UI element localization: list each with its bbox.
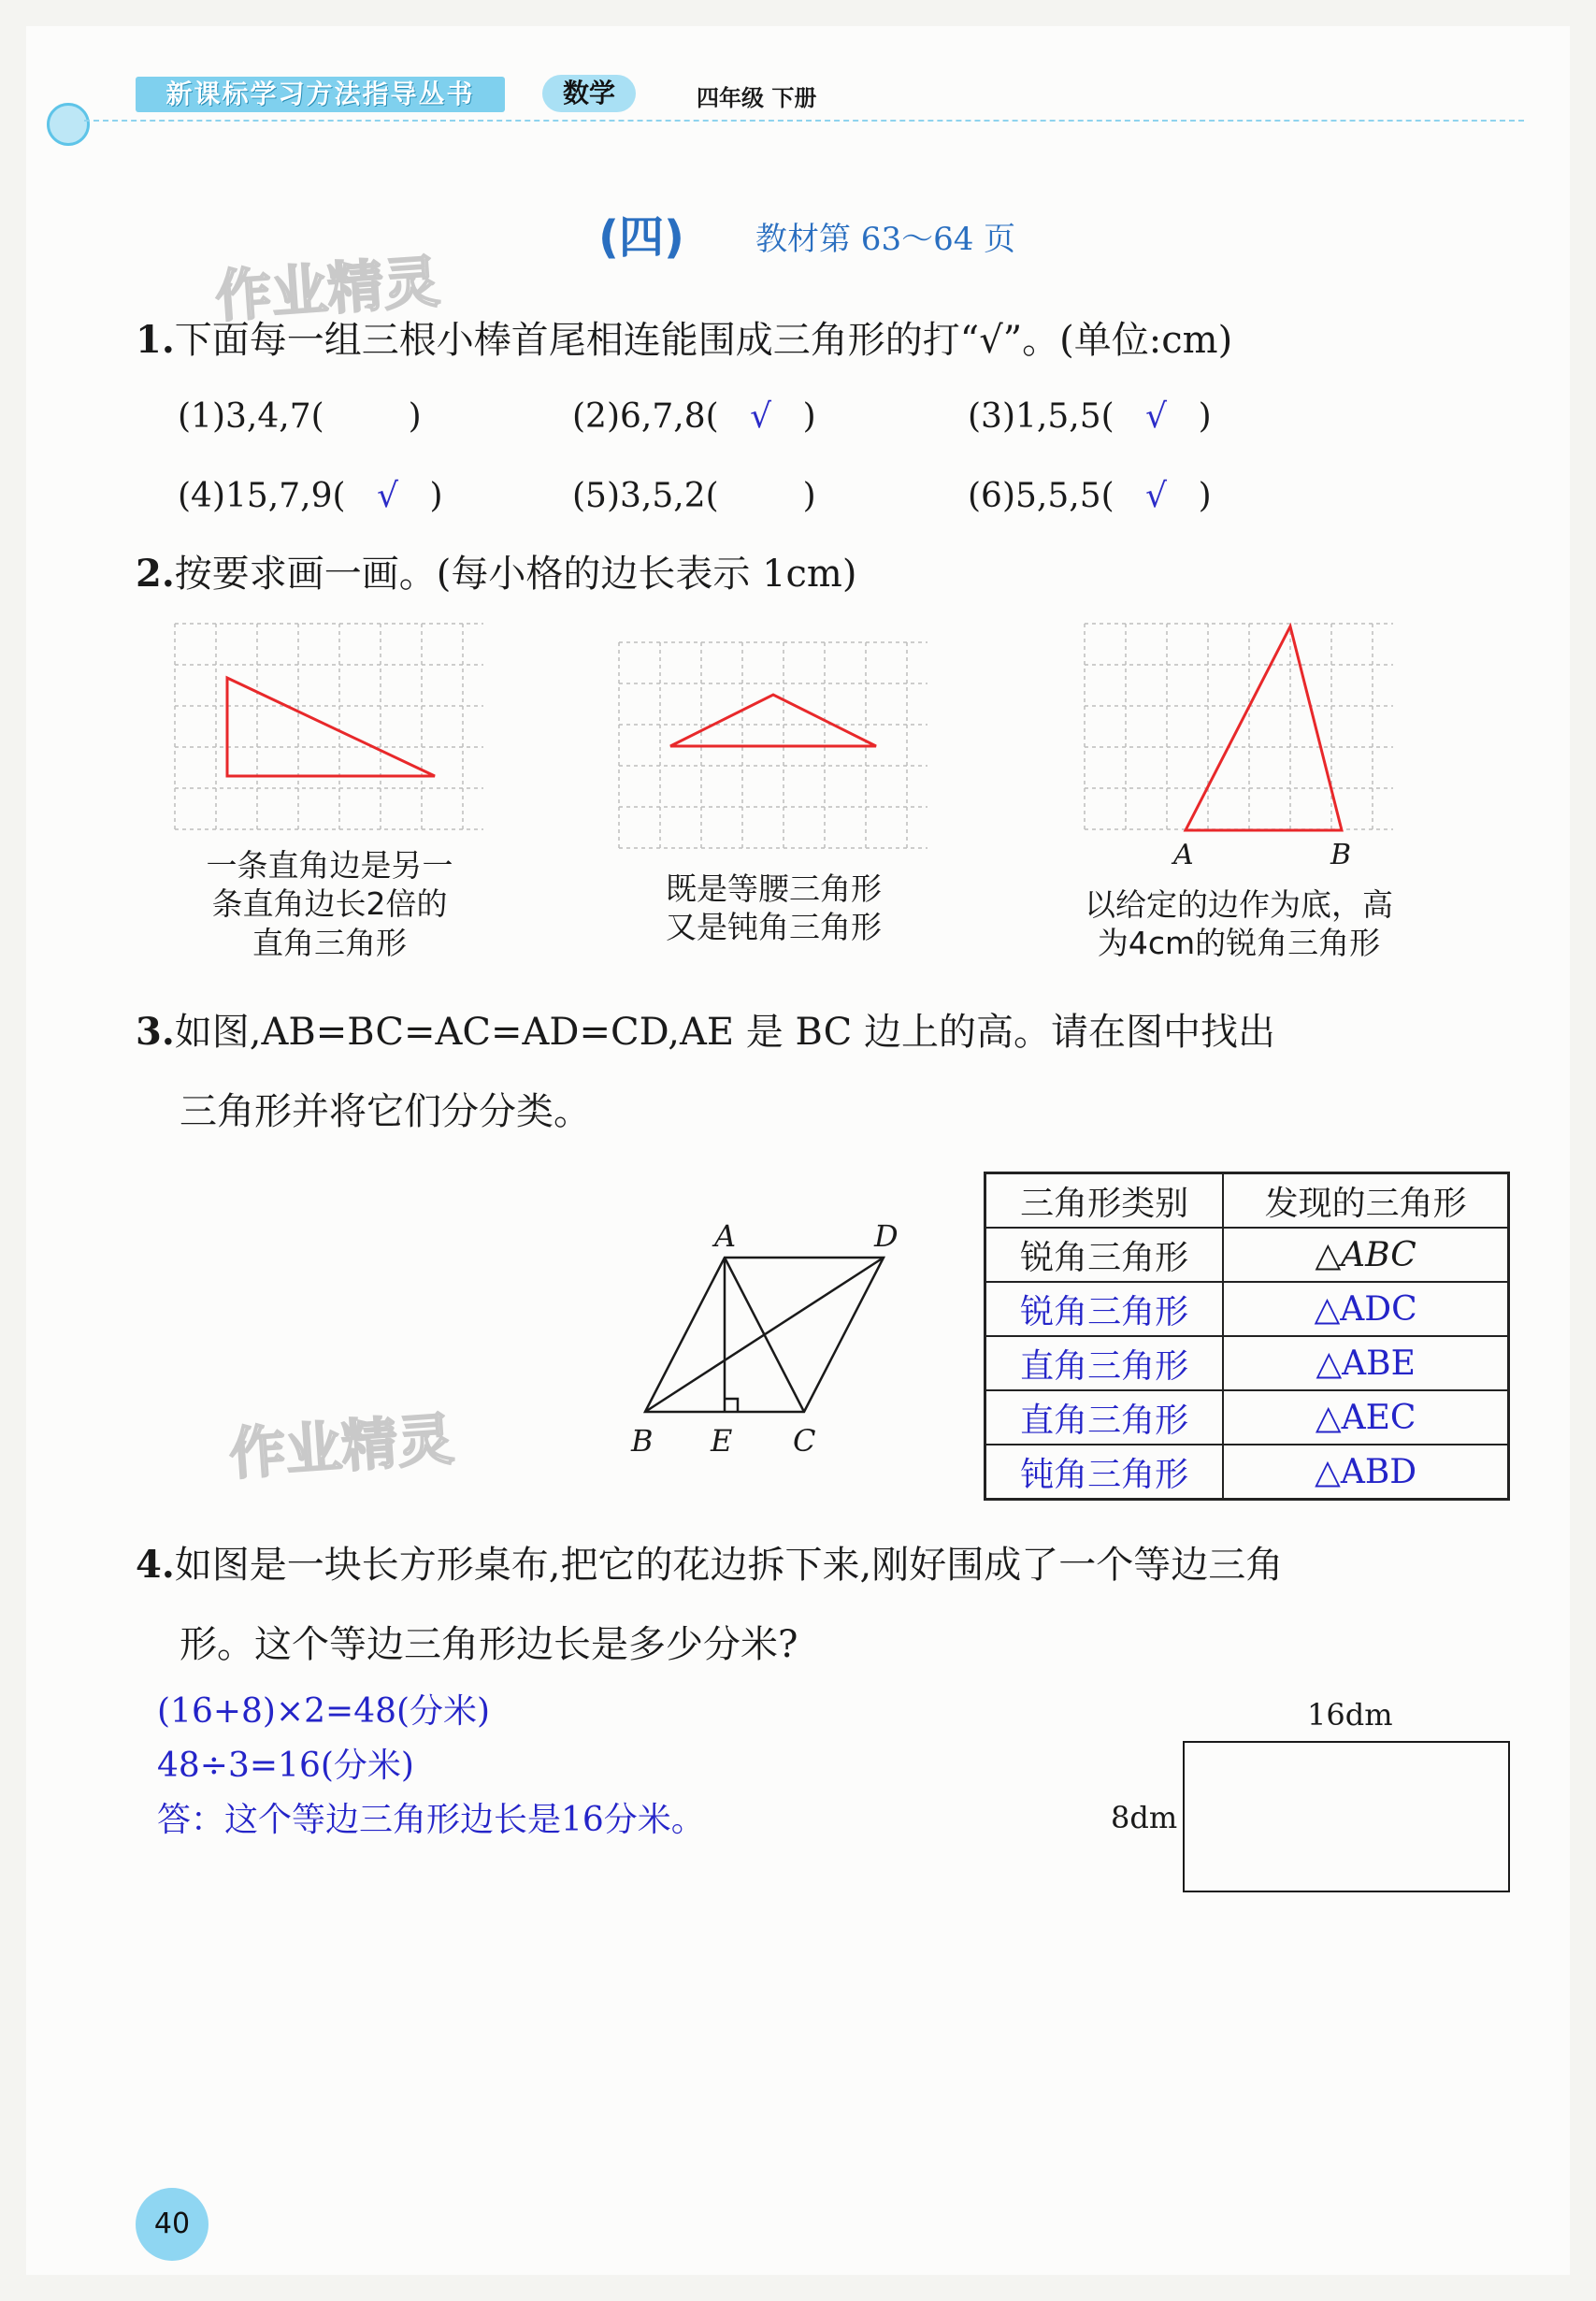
triangle-name: △ABC [1223, 1228, 1508, 1282]
watermark: 作业精灵 [213, 249, 442, 331]
grid-right-triangle [173, 622, 486, 832]
table-header-row [985, 1173, 1509, 1229]
table-header: 发现的三角形 [1223, 1173, 1508, 1229]
answer-line: 答：这个等边三角形边长是16分米。 [157, 1801, 705, 1839]
check-mark: √ [1145, 477, 1168, 515]
option-label: (2)6,7,8( [572, 397, 719, 436]
caption-line: 又是钝角三角形 [666, 909, 882, 946]
header-circle-icon [47, 103, 90, 146]
page-number: 40 [136, 2188, 208, 2261]
drawn-acute-triangle [1186, 626, 1342, 830]
question-number: 1. [136, 318, 175, 362]
page [26, 26, 1570, 2275]
option-label: (3)1,5,5( [968, 397, 1114, 436]
question-text: 下面每一组三根小棒首尾相连能围成三角形的打“√”。(单位:cm) [174, 319, 1233, 362]
subject-badge: 数学 [542, 75, 636, 112]
question-4 [136, 1543, 1283, 1588]
q1-option [178, 477, 443, 515]
triangle-type: 锐角三角形 [985, 1228, 1224, 1282]
section-reference: 教材第 63～64 页 [755, 221, 1016, 258]
caption-line: 条直角边长2倍的 [211, 885, 448, 923]
table-row [985, 1336, 1509, 1390]
point-label-e: E [711, 1423, 733, 1459]
option-label: (4)15,7,9( [178, 477, 346, 515]
watermark: 作业精灵 [227, 1406, 456, 1488]
option-close: ) [802, 397, 816, 436]
question-3-line2: 三角形并将它们分分类。 [180, 1090, 591, 1133]
question-number: 3. [136, 1010, 175, 1054]
check-mark: √ [1145, 397, 1168, 436]
triangle-name: △ABD [1223, 1445, 1508, 1500]
question-text: 按要求画一画。(每小格的边长表示 1cm) [174, 553, 857, 596]
point-label-b: B [631, 1423, 654, 1459]
grid-isosceles-obtuse [617, 640, 930, 851]
question-text: 如图,AB=BC=AC=AD=CD,AE 是 BC 边上的高。请在图中找出 [174, 1011, 1275, 1054]
question-3 [136, 1010, 1275, 1055]
option-label: (5)3,5,2( [572, 477, 719, 515]
point-a-label: A [1173, 839, 1194, 871]
question-number: 4. [136, 1543, 175, 1587]
table-row [985, 1282, 1509, 1336]
triangle-name: △ADC [1223, 1282, 1508, 1336]
caption-isosceles-obtuse [617, 870, 930, 947]
width-label: 16dm [1307, 1697, 1393, 1733]
point-label-d: D [874, 1218, 899, 1254]
option-close: ) [408, 397, 422, 436]
tablecloth-rectangle [1183, 1741, 1510, 1892]
triangle-type: 直角三角形 [985, 1336, 1224, 1390]
caption-line: 以给定的边作为底，高 [1085, 886, 1393, 923]
height-label: 8dm [1111, 1800, 1178, 1835]
answer-line: 48÷3=16(分米) [157, 1747, 414, 1785]
drawn-right-triangle [227, 678, 435, 776]
section-title: (四) [598, 211, 684, 264]
check-mark: √ [750, 397, 772, 436]
point-label-a: A [714, 1218, 737, 1254]
option-close: ) [1198, 477, 1212, 515]
caption-line: 直角三角形 [252, 924, 407, 961]
point-label-c: C [793, 1423, 816, 1459]
triangle-type: 直角三角形 [985, 1390, 1224, 1445]
table-row [985, 1445, 1509, 1500]
grade-label: 四年级 下册 [697, 85, 817, 111]
point-b-label: B [1330, 839, 1352, 871]
question-1 [136, 318, 1232, 363]
question-2 [136, 552, 856, 597]
triangle-classification-table [984, 1172, 1510, 1501]
question-number: 2. [136, 552, 175, 596]
caption-acute-triangle [1042, 885, 1435, 963]
caption-line: 既是等腰三角形 [666, 870, 882, 907]
triangle-name: △AEC [1223, 1390, 1508, 1445]
triangle-type: 锐角三角形 [985, 1282, 1224, 1336]
table-row [985, 1228, 1509, 1282]
table-row [985, 1390, 1509, 1445]
caption-line: 一条直角边是另一 [206, 847, 453, 884]
q1-option [572, 477, 816, 515]
option-close: ) [802, 477, 816, 515]
rhombus-figure [617, 1211, 916, 1454]
option-label: (6)5,5,5( [968, 477, 1114, 515]
question-text: 如图是一块长方形桌布,把它的花边拆下来,刚好围成了一个等边三角 [174, 1544, 1284, 1587]
triangle-type: 钝角三角形 [985, 1445, 1224, 1500]
header-divider [84, 120, 1524, 123]
check-mark: √ [377, 477, 399, 515]
series-title: 新课标学习方法指导丛书 [136, 77, 505, 112]
q1-option [178, 397, 422, 436]
option-close: ) [429, 477, 443, 515]
q1-option [572, 397, 816, 436]
option-close: ) [1198, 397, 1212, 436]
option-label: (1)3,4,7( [178, 397, 324, 436]
caption-right-triangle [173, 846, 486, 962]
grid-acute-triangle [1083, 622, 1396, 832]
caption-line: 为4cm的锐角三角形 [1097, 925, 1381, 962]
q1-option [968, 397, 1212, 436]
table-header: 三角形类别 [985, 1173, 1224, 1229]
question-4-line2: 形。这个等边三角形边长是多少分米? [180, 1623, 798, 1666]
triangle-name: △ABE [1223, 1336, 1508, 1390]
q1-option [968, 477, 1212, 515]
answer-line: (16+8)×2=48(分米) [157, 1692, 491, 1731]
